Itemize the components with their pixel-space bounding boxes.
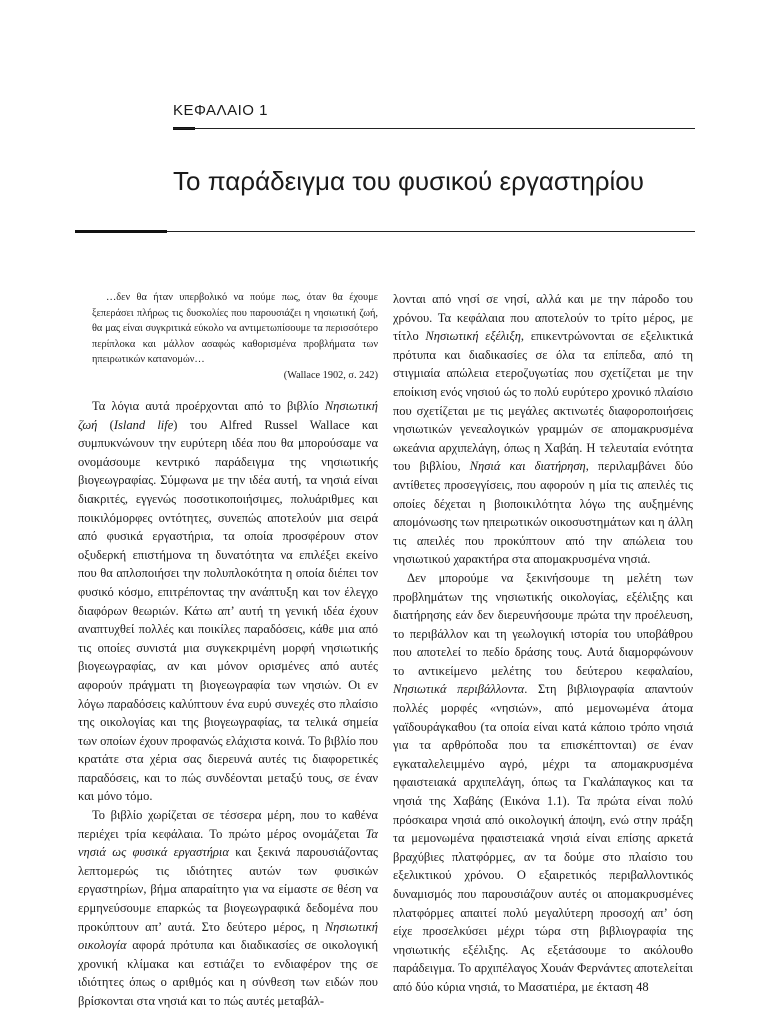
epigraph (92, 290, 378, 383)
paragraph: Το βιβλίο χωρίζεται σε τέσσερα μέρη, που το καθένα περιέχει τρία κεφάλαια. Το πρώτο μέρος ονομάζεται Τα νησιά ως φυσικά εργαστήρια και ξεκινά παρουσιάζοντας λεπτομερώς τις ιδιότητες αυτών των φυσικών εργαστηρίων, βήμα απαραίτητο για να είμαστε σε θέση να ερμηνεύσουμε επαρκώς τα βιογεωγραφικά δεδομένα που προκύπτουν απ’ αυτά. Στο δεύτερο μέρος, η Νησιωτική οικολογία αφορά πρότυπα και διαδικασίες σε οικολογική χρονική κλίμακα και εστιάζει το ενδιαφέρον της σε ιδιότητες όπως ο αριθμός και η σύνθεση των ειδών που βρίσκονται στα νησιά και το πώς αυτές μεταβάλ- (78, 808, 378, 1008)
left-column (78, 290, 378, 1011)
epigraph-text: …δεν θα ήταν υπερβολικό να πούμε πως, όταν θα έχουμε ξεπεράσει πλήρως τις δυσκολίες που παρουσιάζει η νησιωτική ζωή, θα μας είναι συγκριτικά εύκολο να αντιμετωπίσουμε τα περισσότερο περίπλοκα και μάλλον ασαφώς καθορισμένα προβλήματα των ηπειρωτικών κατανομών… (92, 292, 378, 365)
bottom-rule (167, 231, 695, 232)
chapter-label: ΚΕΦΑΛΑΙΟ 1 (173, 102, 268, 119)
epigraph-citation: (Wallace 1902, σ. 242) (283, 369, 378, 381)
paragraph: λονται από νησί σε νησί, αλλά και με την πάροδο του χρόνου. Τα κεφάλαια που αποτελούν το τρίτο μέρος, με τίτλο Νησιωτική εξέλιξη, επικεντρώνονται σε εξελικτικά πρότυπα και διαδικασίες σε όλα τα επίπεδα, από τη στιγμιαία απώλεια ετεροζυγωτίας που σχετίζεται με την εποίκιση ενός νησιού ώς το πολύ ευρύτερο χρονικό πλαίσιο που σχετίζεται με τις μεγάλες ακτινωτές διαφοροποιήσεις νησιωτικών γενεαλογικών γραμμών σε απομακρυσμένα ωκεάνια αρχιπελάγη, όπως η Χαβάη. Η τελευταία ενότητα του βιβλίου, Νησιά και διατήρηση, περιλαμβάνει δύο αντίθετες προσεγγίσεις, που αφορούν η μία τις απειλές τις οποίες δέχεται η βιοποικιλότητα λόγω της αυξημένης απομόνωσης των ηπειρωτικών οικοσυστημάτων και η άλλη τις απειλές που προκύπτουν από την απώλεια του νησιωτικού χαρακτήρα στα απομακρυσμένα νησιά. (393, 292, 693, 567)
paragraph: Δεν μπορούμε να ξεκινήσουμε τη μελέτη των προβλημάτων της νησιωτικής οικολογίας, εξέλιξης και διατήρησης εάν δεν διερευνήσουμε πρώτα την προέλευση, το περιβάλλον και τη γεωλογική ιστορία του υποβάθρου που αποτελεί το πεδίο δράσης τους. Αυτά διαμορφώνουν το αντικείμενο μελέτης του δεύτερου κεφαλαίου, Νησιωτικά περιβάλλοντα. Στη βιβλιογραφία απαντούν πολλές μορφές «νησιών», από μεμονωμένα άτομα γαϊδουράγκαθου (τα οποία είναι κατά κάποιο τρόπο νησιά για τα αρθρόποδα που τα επισκέπτονται) σε έναν εγκαταλελειμμένο αγρό, μέχρι τα απομακρυσμένα ηφαιστειακά αρχιπελάγη, όπως τα Γκαλάπαγκος και τα νησιά της Χαβάης (Εικόνα 1.1). Τα πρώτα είναι πολύ πρόσκαιρα νησιά από οικολογική άποψη, ενώ στην πράξη τα μεμονωμένα ηφαιστειακά νησιά είναι επίσης αρκετά βραχύβιες πλατφόρμες, αν τα δούμε στο πλαίσιο του εξελικτικού χρόνου. Ο εξαιρετικός περιβαλλοντικός δυναμισμός που παρουσιάζουν αυτές οι απομακρυσμένες πλατφόρμες απαιτεί πολύ μεγαλύτερη προσοχή απ’ όση είχε προσελκύσει μέχρι τώρα στη βιβλιογραφία της νησιωτικής εξέλιξης. Ας εξετάσουμε το ακόλουθο παράδειγμα. Το αρχιπέλαγος Χουάν Φερνάντες αποτελείται από δύο κύρια νησιά, το Μασατιέρα, με έκταση 48 (393, 570, 694, 994)
right-column (393, 290, 693, 997)
bottom-rule-accent (75, 230, 167, 233)
paragraph: Τα λόγια αυτά προέρχονται από το βιβλίο Νησιωτική ζωή (Island life) του Alfred Russel Wallace και συμπυκνώνουν την ευρύτερη ιδέα που θα μπορούσαμε να ονομάσουμε κεντρικό παράδειγμα της νησιωτικής βιογεωγραφίας. Σύμφωνα με την ιδέα αυτή, τα νησιά είναι διακριτές, εγγενώς ποσοτικοποιήσιμες, πολυάριθμες και ποικιλόμορφες οντότητες, συνεπώς αποτελούν μια σειρά από φυσικά εργαστήρια, τα οποία προσφέρουν στον οξυδερκή επιστήμονα τη δυνατότητα να επιλέξει εκείνο που θα απλοποιήσει την πολυπλοκότητα η οποία διέπει τον φυσικό κόσμο, επιτρέποντας την ανάπτυξη και τον έλεγχο διαφόρων θεωριών. Κάτω απ’ αυτή τη γενική ιδέα έχουν αναπτυχθεί πολλές και ποικίλες παραδόσεις, κάθε μια από τις οποίες συνιστά μια συγκεκριμένη μορφή νησιωτικής βιογεωγραφίας, αν και μόνον ορισμένες από αυτές αφορούν πράγματι τη βιογεωγραφία των νησιών. Οι εν λόγω παραδόσεις καλύπτουν ένα ευρύ συνεχές στο πλαίσιο της οικολογίας και της βιογεωγραφίας, τα τελικά σημεία των οποίων έχουν προφανώς ελάχιστα κοινά. Το βιβλίο που κρατάτε στα χέρια σας διερευνά αυτές τις διαφορετικές παραδόσεις, και το πώς συνδέονται μεταξύ τους, σε έναν και μόνο τόμο. (78, 399, 378, 804)
chapter-title: Το παράδειγμα του φυσικού εργαστηρίου (173, 166, 644, 196)
top-rule (173, 128, 695, 129)
